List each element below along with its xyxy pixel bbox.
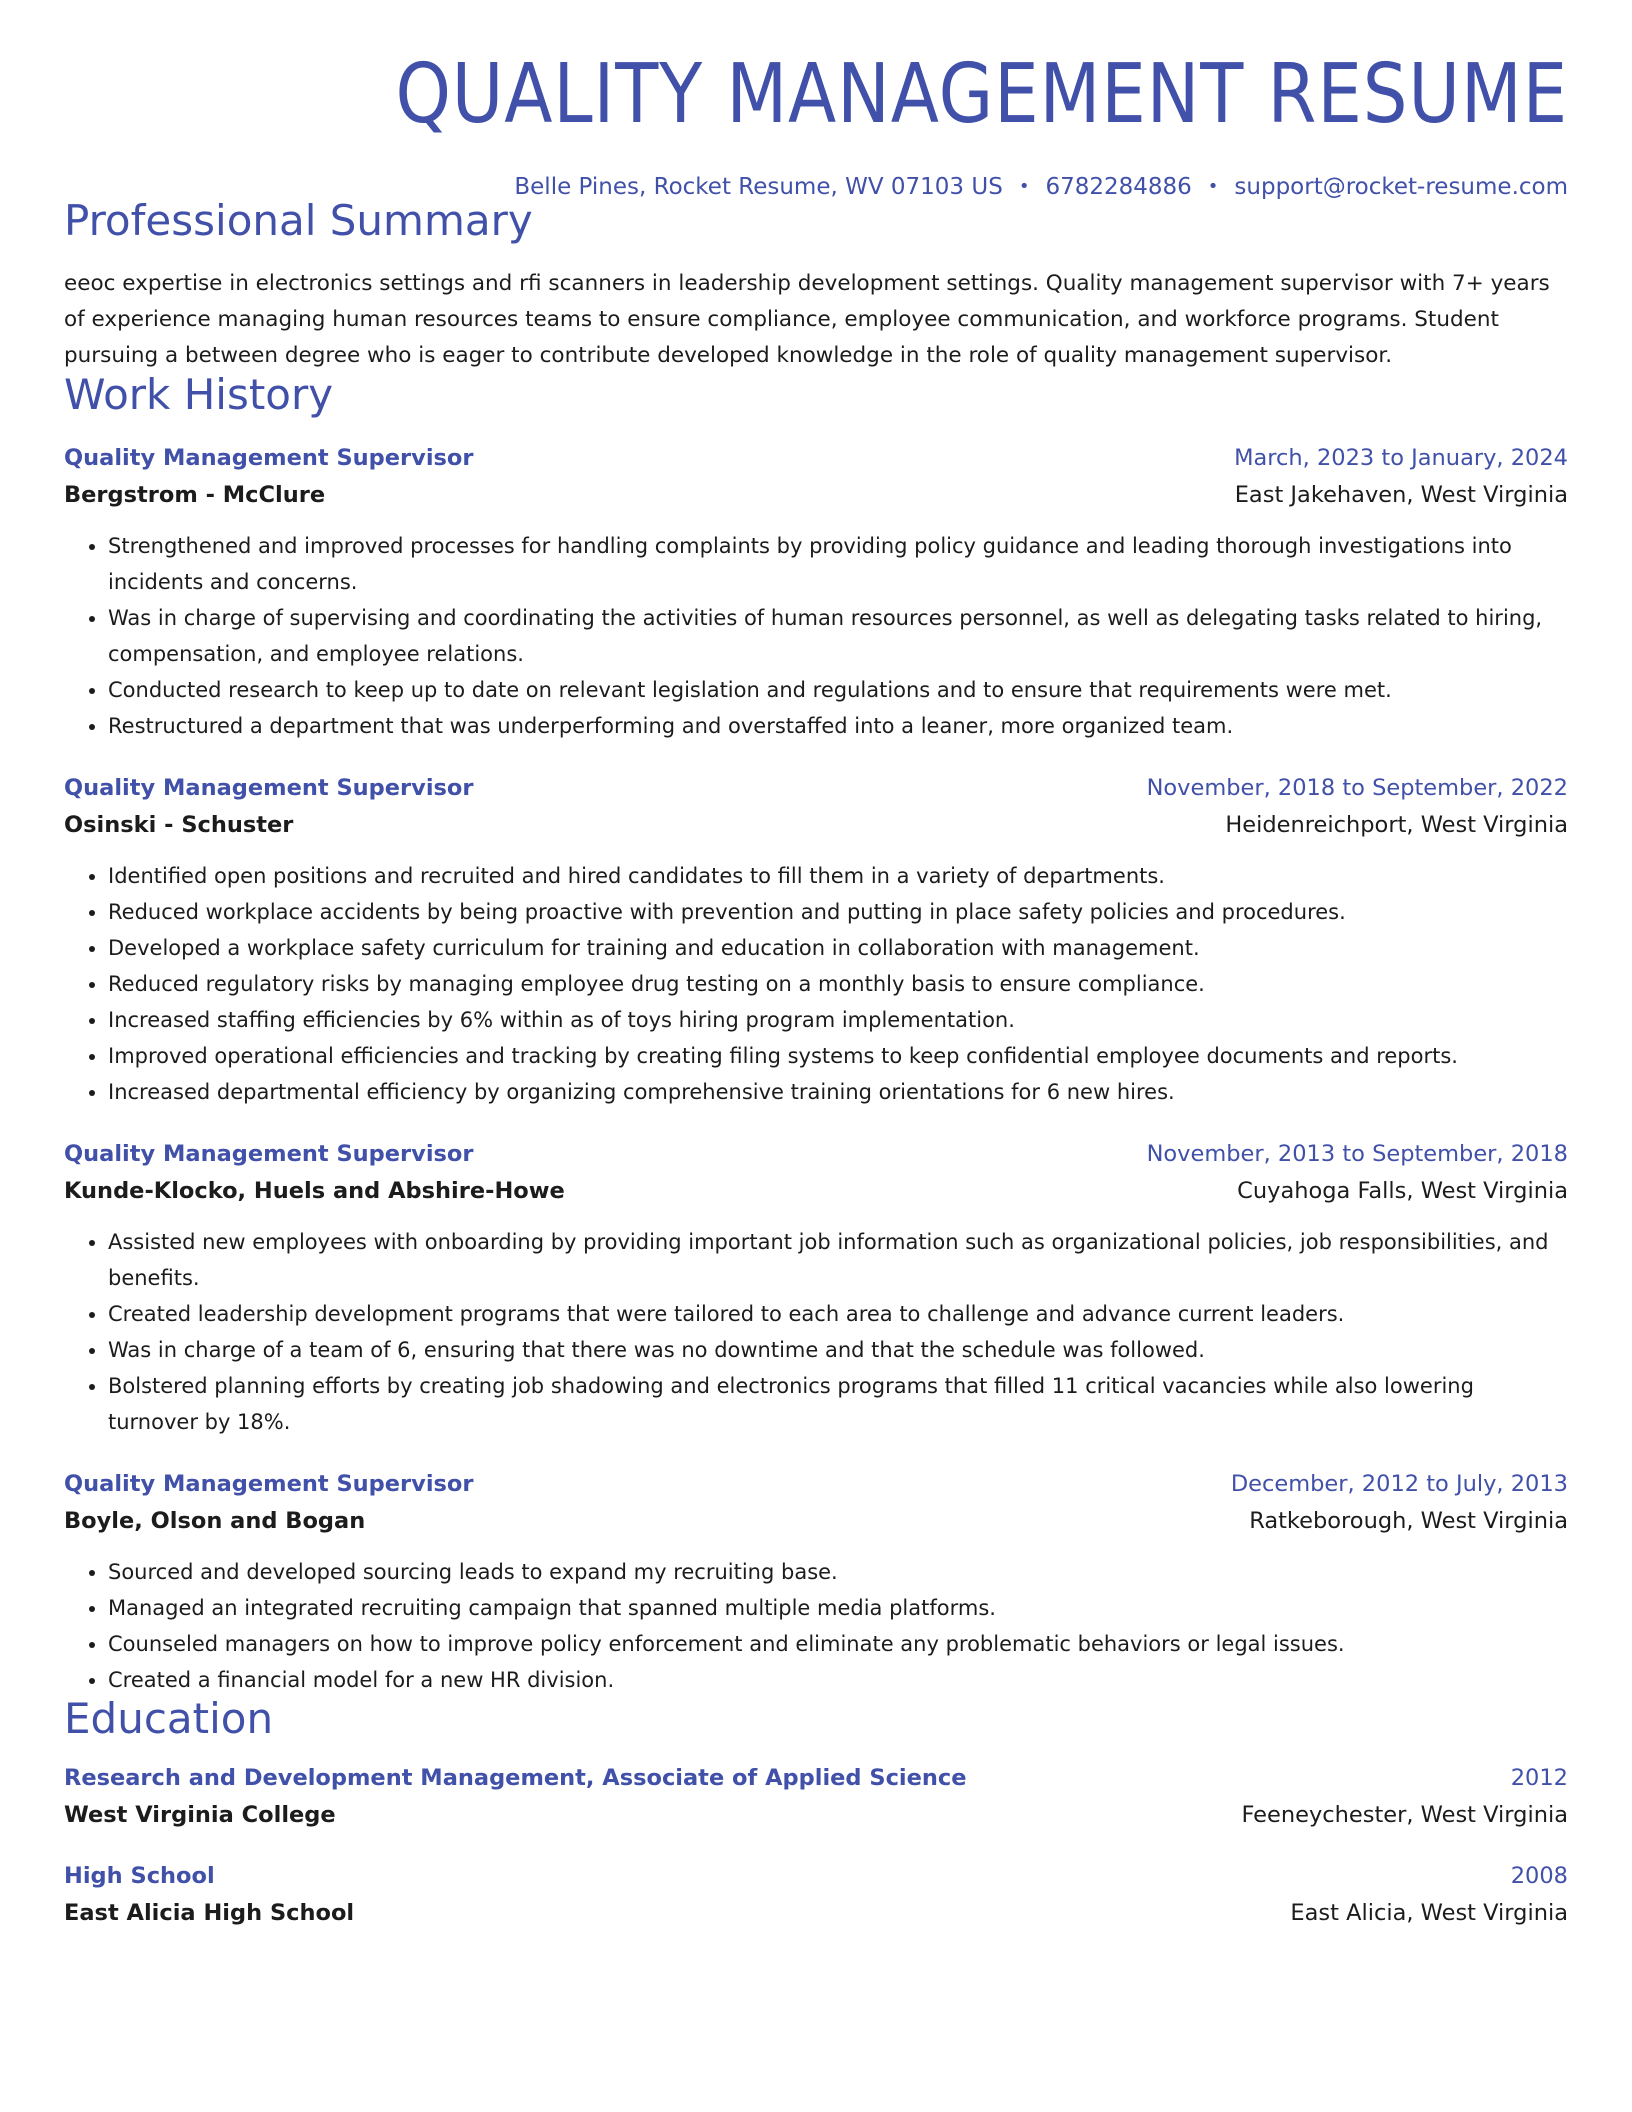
job-dates: November, 2013 to September, 2018 <box>1146 1141 1568 1167</box>
bullet-item: • Created leadership development programs that were tailored to each area to challenge and advance current leaders. <box>108 1296 1568 1332</box>
school-location: East Alicia, West Virginia <box>1290 1900 1568 1926</box>
job-entry <box>64 1138 1568 1440</box>
summary-heading: Professional Summary <box>64 196 533 245</box>
education-entry <box>64 1762 1568 1832</box>
bullet-item: • Bolstered planning efforts by creating job shadowing and electronics programs that filled 11 critical vacancies while also lowering turnover by 18%. <box>108 1368 1568 1440</box>
bullet-item: • Developed a workplace safety curriculum for training and education in collaboration with management. <box>108 930 1568 966</box>
job-bullets <box>64 1224 1568 1440</box>
contact-address: Belle Pines, Rocket Resume, WV 07103 US <box>514 174 1003 200</box>
education-entry <box>64 1860 1568 1930</box>
job-bullets <box>64 858 1568 1110</box>
bullet-item: • Increased departmental efficiency by organizing comprehensive training orientations for 6 new hires. <box>108 1074 1568 1110</box>
bullet-item: • Was in charge of supervising and coordinating the activities of human resources personnel, as well as delegating tasks related to hiring, compensation, and employee relations. <box>108 600 1568 672</box>
job-location: Ratkeborough, West Virginia <box>1249 1508 1568 1534</box>
job-location: East Jakehaven, West Virginia <box>1234 482 1568 508</box>
bullet-item: • Was in charge of a team of 6, ensuring that there was no downtime and that the schedule was followed. <box>108 1332 1568 1368</box>
bullet-item: • Sourced and developed sourcing leads to expand my recruiting base. <box>108 1554 1568 1590</box>
company-name: Boyle, Olson and Bogan <box>64 1508 366 1534</box>
bullet-item: • Increased staffing efficiencies by 6% within as of toys hiring program implementation. <box>108 1002 1568 1038</box>
bullet-item: • Restructured a department that was underperforming and overstaffed into a leaner, more organized team. <box>108 708 1568 744</box>
job-dates: November, 2018 to September, 2022 <box>1146 775 1568 801</box>
contact-phone[interactable]: 6782284886 <box>1045 174 1192 200</box>
work-history-heading: Work History <box>64 370 334 419</box>
graduation-year: 2012 <box>1510 1765 1568 1791</box>
job-entry <box>64 442 1568 744</box>
contact-email[interactable]: support@rocket-resume.com <box>1234 174 1568 200</box>
bullet-item: • Conducted research to keep up to date on relevant legislation and regulations and to ensure that requirements were met. <box>108 672 1568 708</box>
job-entry <box>64 772 1568 1110</box>
job-title: Quality Management Supervisor <box>64 445 474 471</box>
bullet-item: • Identified open positions and recruited and hired candidates to fill them in a variety of departments. <box>108 858 1568 894</box>
company-name: Osinski - Schuster <box>64 812 294 838</box>
job-dates: December, 2012 to July, 2013 <box>1230 1471 1568 1497</box>
degree-name: High School <box>64 1863 215 1889</box>
job-location: Heidenreichport, West Virginia <box>1225 812 1568 838</box>
bullet-item: • Assisted new employees with onboarding by providing important job information such as organizational policies, job responsibilities, and benefits. <box>108 1224 1568 1296</box>
bullet-item: • Improved operational efficiencies and tracking by creating filing systems to keep confidential employee documents and reports. <box>108 1038 1568 1074</box>
bullet-item: • Strengthened and improved processes for handling complaints by providing policy guidance and leading thorough investigations into incidents and concerns. <box>108 528 1568 600</box>
school-name: West Virginia College <box>64 1802 336 1828</box>
job-title: Quality Management Supervisor <box>64 775 474 801</box>
graduation-year: 2008 <box>1510 1863 1568 1889</box>
bullet-item: • Managed an integrated recruiting campaign that spanned multiple media platforms. <box>108 1590 1568 1626</box>
job-title: Quality Management Supervisor <box>64 1141 474 1167</box>
resume-title: QUALITY MANAGEMENT RESUME <box>395 47 1568 142</box>
degree-name: Research and Development Management, Associate of Applied Science <box>64 1765 967 1791</box>
summary-text: eeoc expertise in electronics settings and rfi scanners in leadership development settings. Quality management supervisor with 7+ years of experience managing human resources teams to ensure compliance, employee communication, and workforce programs. Student pursuing a between degree who is eager to contribute developed knowledge in the role of quality management supervisor. <box>64 271 1550 368</box>
company-name: Kunde-Klocko, Huels and Abshire-Howe <box>64 1178 565 1204</box>
bullet-item: • Created a financial model for a new HR division. <box>108 1662 1568 1698</box>
job-dates: March, 2023 to January, 2024 <box>1234 445 1568 471</box>
separator-dot: • <box>1207 176 1219 197</box>
job-entry <box>64 1468 1568 1698</box>
education-heading: Education <box>64 1694 274 1743</box>
school-location: Feeneychester, West Virginia <box>1241 1802 1568 1828</box>
separator-dot: • <box>1018 176 1030 197</box>
job-title: Quality Management Supervisor <box>64 1471 474 1497</box>
school-name: East Alicia High School <box>64 1900 355 1926</box>
job-bullets <box>64 528 1568 744</box>
company-name: Bergstrom - McClure <box>64 482 326 508</box>
bullet-item: • Counseled managers on how to improve policy enforcement and eliminate any problematic behaviors or legal issues. <box>108 1626 1568 1662</box>
bullet-item: • Reduced regulatory risks by managing employee drug testing on a monthly basis to ensure compliance. <box>108 966 1568 1002</box>
job-location: Cuyahoga Falls, West Virginia <box>1237 1178 1568 1204</box>
job-bullets <box>64 1554 1568 1698</box>
bullet-item: • Reduced workplace accidents by being proactive with prevention and putting in place safety policies and procedures. <box>108 894 1568 930</box>
